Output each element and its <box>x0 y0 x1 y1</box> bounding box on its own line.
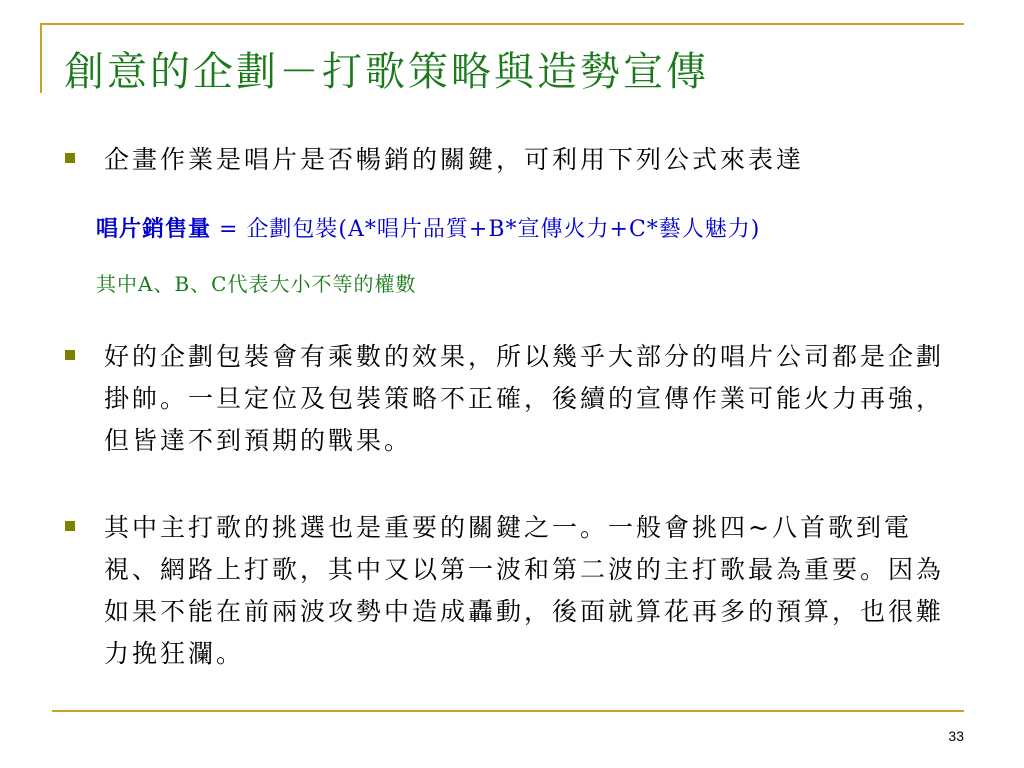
left-rule <box>40 23 42 93</box>
bullet-text-1: 企畫作業是唱片是否暢銷的關鍵，可利用下列公式來表達 <box>104 145 805 174</box>
formula-equation: = 企劃包裝(A*唱片品質+B*宣傳火力+C*藝人魅力) <box>211 217 761 242</box>
slide-title: 創意的企劃－打歌策略與造勢宣傳 <box>64 49 709 95</box>
bullet-marker-3 <box>65 521 75 531</box>
formula <box>96 212 760 243</box>
page-number: 33 <box>948 728 964 744</box>
top-rule <box>40 23 964 25</box>
weights-note: 其中A、B、C代表大小不等的權數 <box>96 272 417 296</box>
formula-label: 唱片銷售量 <box>96 216 212 242</box>
bullet-marker-2 <box>65 350 75 360</box>
bullet-text-3: 其中主打歌的挑選也是重要的關鍵之一。一般會挑四~八首歌到電視、網路上打歌，其中又以第一波和第二波的主打歌最為重要。因為如果不能在前兩波攻勢中造成轟動，後面就算花再多的預算，也很難力挽狂瀾。 <box>104 513 945 668</box>
bottom-rule <box>52 710 964 712</box>
bullet-text-2: 好的企劃包裝會有乘數的效果，所以幾乎大部分的唱片公司都是企劃掛帥。一旦定位及包裝策略不正確，後續的宣傳作業可能火力再強，但皆達不到預期的戰果。 <box>104 342 945 455</box>
bullet-marker-1 <box>65 153 75 163</box>
